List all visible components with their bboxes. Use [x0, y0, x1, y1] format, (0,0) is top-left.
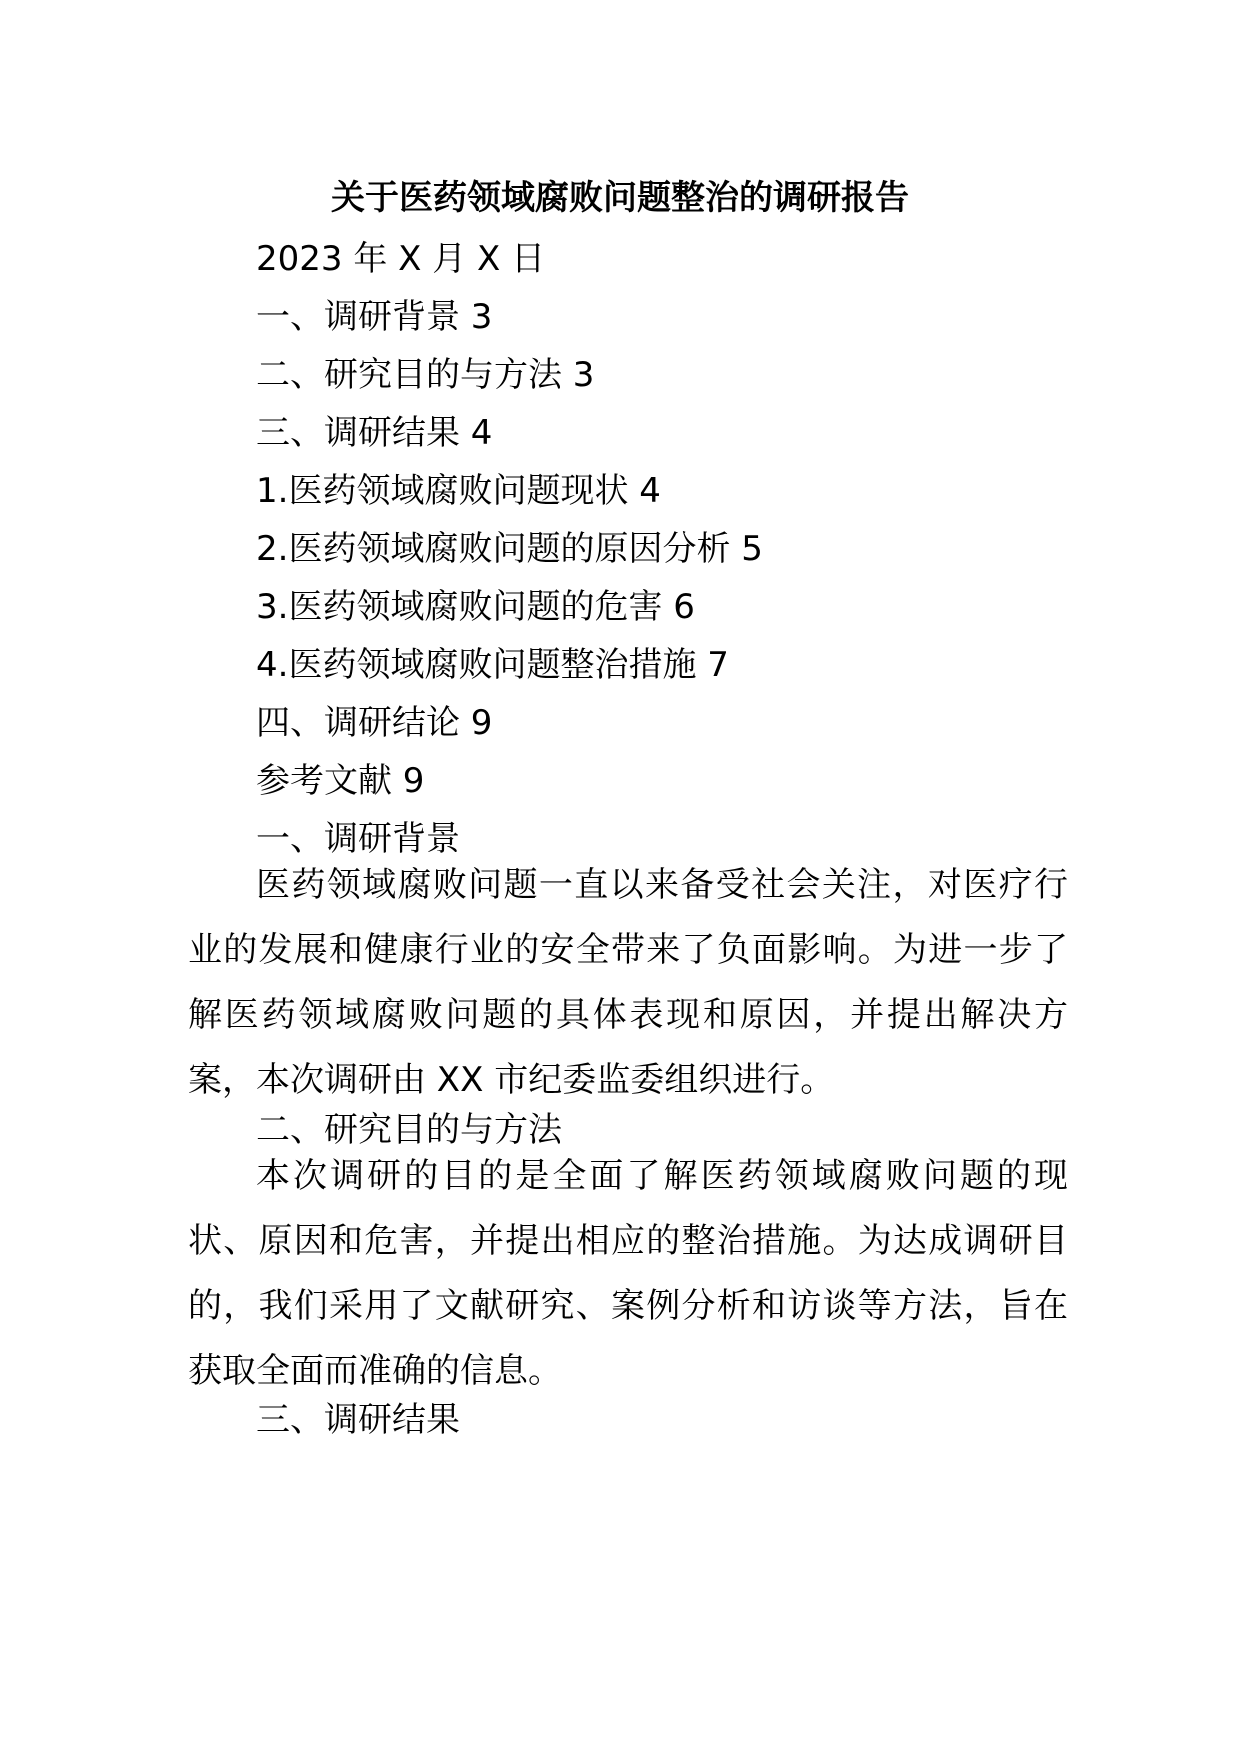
document-title: 关于医药领域腐败问题整治的调研报告	[331, 178, 909, 218]
toc-item: 三、调研结果 4	[256, 413, 493, 453]
toc-item: 参考文献 9	[256, 761, 425, 801]
section-paragraph: 本次调研的目的是全面了解医药领域腐败问题的现状、原因和危害，并提出相应的整治措施。为达成调研目的，我们采用了文献研究、案例分析和访谈等方法，旨在获取全面而准确的信息。	[188, 1156, 1068, 1391]
section-paragraph: 医药领域腐败问题一直以来备受社会关注，对医疗行业的发展和健康行业的安全带来了负面影响。为进一步了解医药领域腐败问题的具体表现和原因，并提出解决方案，本次调研由 XX 市纪委监委组织进行。	[188, 865, 1068, 1100]
toc-item: 四、调研结论 9	[256, 703, 493, 743]
toc-item: 2.医药领域腐败问题的原因分析 5	[256, 529, 763, 569]
toc-item: 二、研究目的与方法 3	[256, 355, 595, 395]
toc-item: 4.医药领域腐败问题整治措施 7	[256, 645, 729, 685]
section-heading: 一、调研背景	[256, 819, 460, 859]
toc-item: 3.医药领域腐败问题的危害 6	[256, 587, 695, 627]
toc-item: 1.医药领域腐败问题现状 4	[256, 471, 661, 511]
section-heading: 三、调研结果	[256, 1400, 460, 1440]
section-heading: 二、研究目的与方法	[256, 1110, 562, 1150]
document-date: 2023 年 X 月 X 日	[256, 239, 546, 279]
toc-item: 一、调研背景 3	[256, 297, 493, 337]
